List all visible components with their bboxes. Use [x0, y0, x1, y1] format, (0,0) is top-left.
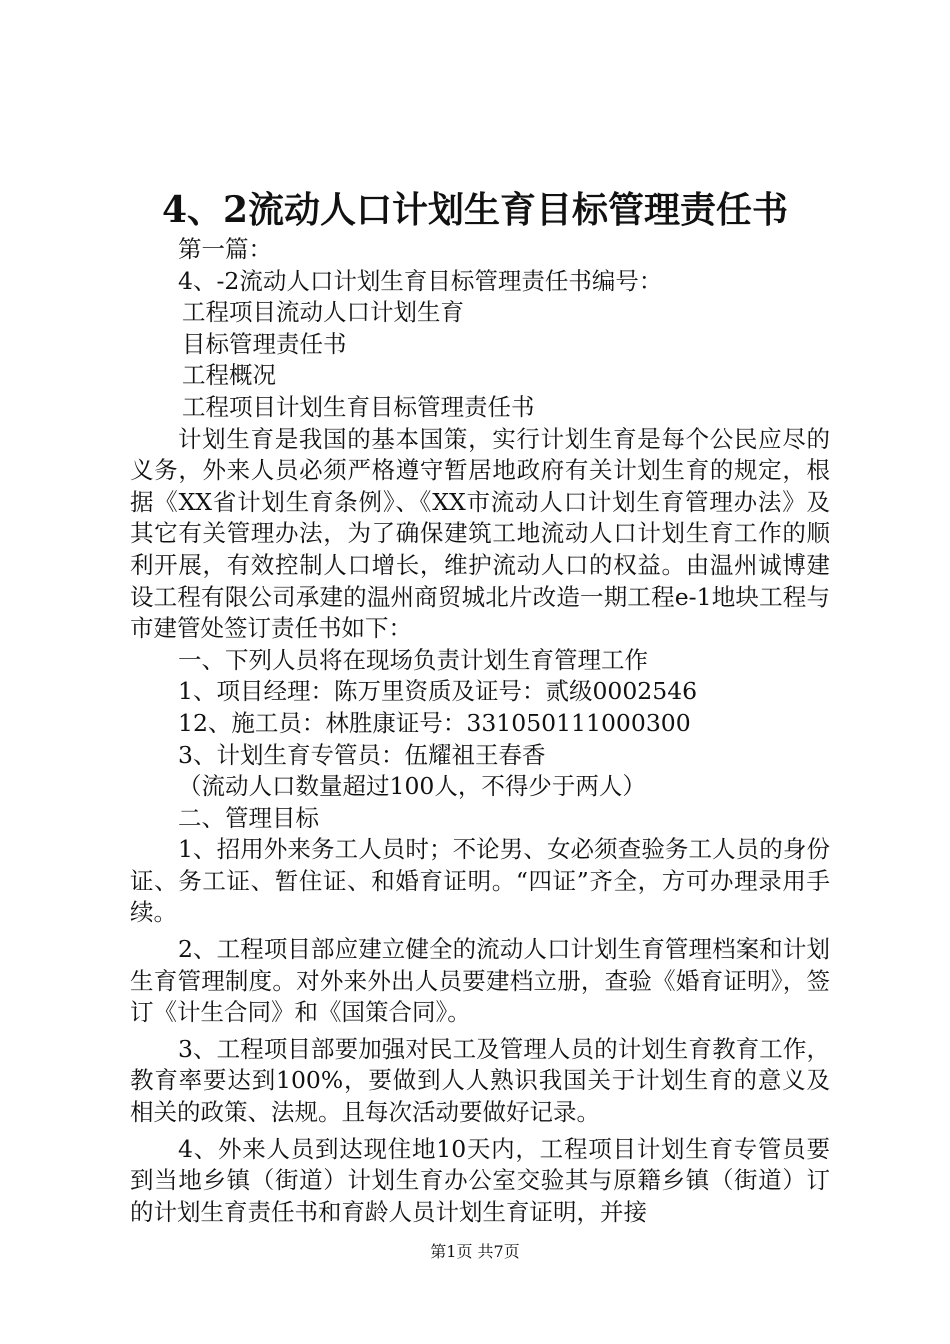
intro-paragraph: 计划生育是我国的基本国策，实行计划生育是每个公民应尽的义务，外来人员必须严格遵守暂居地政府有关计划生育的规定，根据《XX省计划生育条例》、《XX市流动人口计划生育管理办法》及其它有关管理办法，为了确保建筑工地流动人口计划生育工作的顺利开展，有效控制人口增长，维护流动人口的权益。由温州诚博建设工程有限公司承建的温州商贸城北片改造一期工程e-1地块工程与市建管处签订责任书如下： — [130, 424, 830, 643]
goal-paragraph: 4、外来人员到达现住地10天内，工程项目计划生育专管员要到当地乡镇（街道）计划生育办公室交验其与原籍乡镇（街道）订的计划生育责任书和育龄人员计划生育证明，并接 — [130, 1134, 830, 1226]
staff-line: 12、施工员：林胜康证号：331050111000300 — [178, 708, 691, 737]
text-line: 工程项目计划生育目标管理责任书 — [182, 392, 535, 421]
goal-paragraph: 3、工程项目部要加强对民工及管理人员的计划生育教育工作，教育率要达到100%，要做到人人熟识我国关于计划生育的意义及相关的政策、法规。且每次活动要做好记录。 — [130, 1034, 830, 1127]
staff-line: 1、项目经理：陈万里资质及证号：贰级0002546 — [178, 677, 698, 706]
text-line: 工程项目流动人口计划生育 — [182, 298, 464, 327]
section-heading: 二、管理目标 — [178, 803, 319, 832]
section-heading: 一、下列人员将在现场负责计划生育管理工作 — [178, 645, 648, 674]
goal-paragraph: 1、招用外来务工人员时；不论男、女必须查验务工人员的身份证、务工证、暂住证、和婚育证明。“四证”齐全，方可办理录用手续。 — [130, 835, 830, 927]
text-line: 目标管理责任书 — [182, 329, 347, 358]
goal-paragraph: 2、工程项目部应建立健全的流动人口计划生育管理档案和计划生育管理制度。对外来外出人员要建档立册，查验《婚育证明》，签订《计生合同》和《国策合同》。 — [130, 935, 830, 1027]
text-line: 第一篇： — [178, 235, 272, 263]
text-line: 工程概况 — [182, 361, 276, 390]
staff-note: （流动人口数量超过100人，不得少于两人） — [178, 772, 646, 801]
page-footer: 第1页 共7页 — [430, 1242, 520, 1261]
document-title: 4、2流动人口计划生育目标管理责任书 — [161, 189, 789, 231]
staff-line: 3、计划生育专管员：伍耀祖王春香 — [178, 740, 546, 769]
text-line: 4、-2流动人口计划生育目标管理责任书编号： — [178, 266, 663, 295]
document-body — [130, 234, 830, 1228]
